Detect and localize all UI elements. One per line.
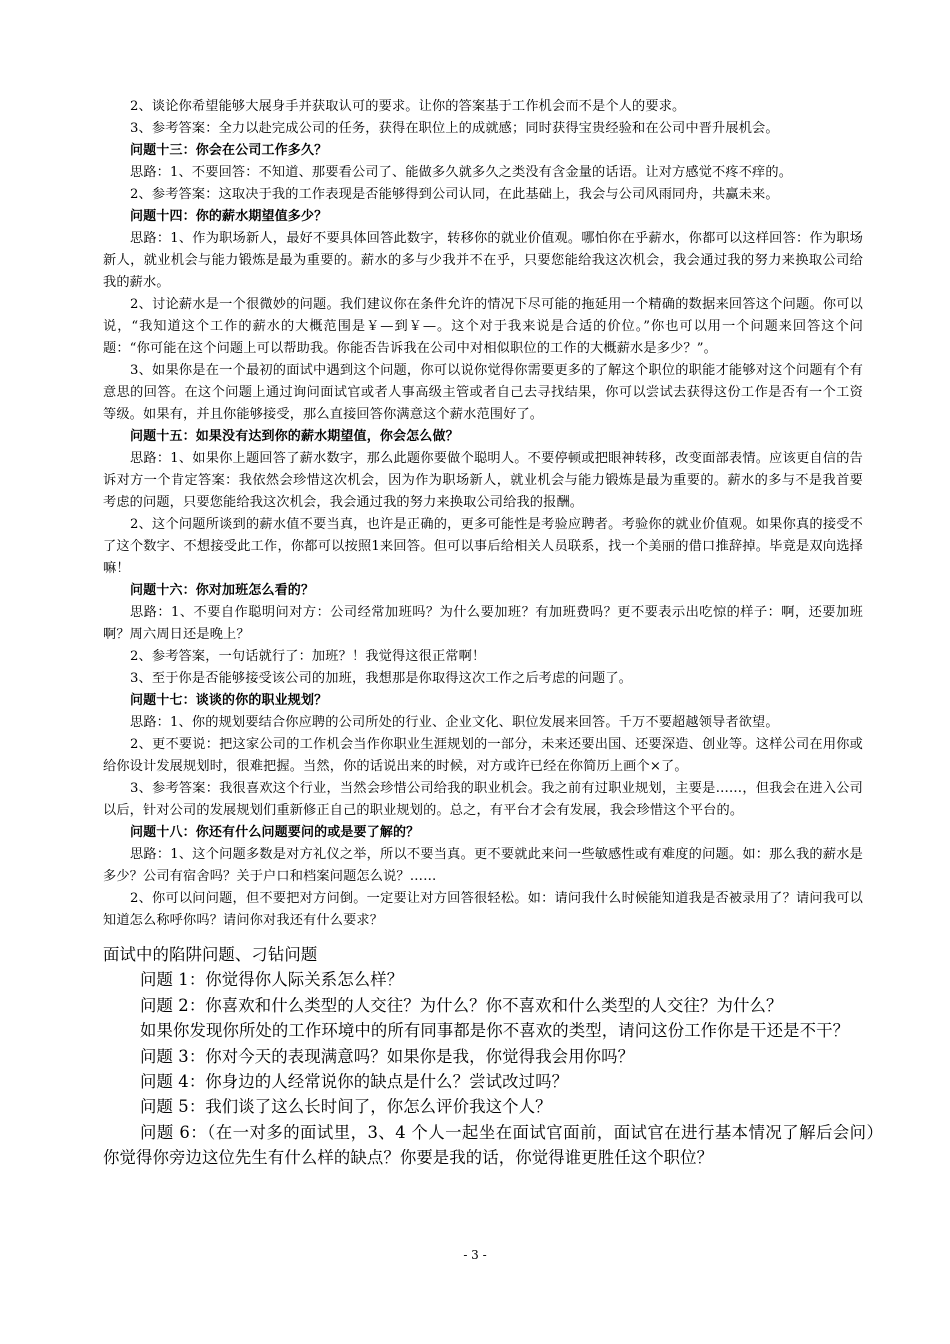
paragraph: 思路：1、不要自作聪明问对方：公司经常加班吗？为什么要加班？有加班费吗？更不要表示出吃惊的样子：啊，还要加班啊？周六周日还是晚上？ bbox=[103, 605, 863, 642]
trap-question: 问题 1：你觉得你人际关系怎么样？ bbox=[140, 970, 404, 990]
qa-section bbox=[103, 96, 863, 932]
paragraph: 思路：1、不要回答：不知道、那要看公司了、能做多久就多久之类没有含金量的话语。让对方感觉不疼不痒的。 bbox=[130, 165, 793, 180]
trap-question: 问题 4：你身边的人经常说你的缺点是什么？尝试改过吗？ bbox=[140, 1072, 569, 1092]
question-14-title: 问题十四：你的薪水期望值多少？ bbox=[130, 209, 328, 224]
question-13-title: 问题十三：你会在公司工作多久？ bbox=[130, 143, 328, 158]
trap-question: 问题 5：我们谈了这么长时间了，你怎么评价我这个人？ bbox=[140, 1097, 552, 1117]
paragraph: 3、如果你是在一个最初的面试中遇到这个问题，你可以说你觉得你需要更多的了解这个职位的职能才能够对这个问题有个有意思的回答。在这个问题上通过询问面试官或者人事高级主管或者自己去寻找结果，你可以尝试去获得这份工作是否有一个工资等级。如果有，并且你能够接受，那么直接回答你满意这个薪水范围好了。 bbox=[103, 363, 863, 422]
paragraph: 2、参考答案，一句话就行了：加班？！我觉得这很正常啊！ bbox=[130, 649, 486, 664]
trap-question: 问题 2：你喜欢和什么类型的人交往？为什么？你不喜欢和什么类型的人交往？为什么？ bbox=[140, 995, 783, 1015]
trap-question: 问题 6：（在一对多的面试里，3、4 个人一起坐在面试官面前，面试官在进行基本情况了解后会问）你觉得你旁边这位先生有什么样的缺点？你要是我的话，你觉得谁更胜任这个职位？ bbox=[103, 1122, 883, 1168]
paragraph: 思路：1、作为职场新人，最好不要具体回答此数字，转移你的就业价值观。哪怕你在乎薪水，你都可以这样回答：作为职场新人，就业机会与能力锻炼是最为重要的。薪水的多与少我并不在乎，只要您能给我这次机会，我会通过我的努力来换取公司给我的薪水。 bbox=[103, 231, 863, 290]
paragraph: 3、参考答案：全力以赴完成公司的任务，获得在职位上的成就感；同时获得宝贵经验和在公司中晋升展机会。 bbox=[130, 121, 779, 136]
paragraph: 2、更不要说：把这家公司的工作机会当作你职业生涯规划的一部分，未来还要出国、还要深造、创业等。这样公司在用你或给你设计发展规划时，很难把握。当然，你的话说出来的时候，对方或许已经在你简历上画个×了。 bbox=[103, 737, 863, 774]
paragraph: 2、谈论你希望能够大展身手并获取认可的要求。让你的答案基于工作机会而不是个人的要求。 bbox=[130, 99, 686, 114]
page-number: - 3 - bbox=[463, 1248, 487, 1262]
paragraph: 2、参考答案：这取决于我的工作表现是否能够得到公司认同，在此基础上，我会与公司风雨同舟，共赢未来。 bbox=[130, 187, 779, 202]
question-18-title: 问题十八：你还有什么问题要问的或是要了解的？ bbox=[130, 825, 420, 840]
paragraph: 思路：1、这个问题多数是对方礼仪之举，所以不要当真。更不要就此来问一些敏感性或有难度的问题。如：那么我的薪水是多少？公司有宿舍吗？关于户口和档案问题怎么说？…… bbox=[103, 847, 863, 884]
paragraph: 思路：1、你的规划要结合你应聘的公司所处的行业、企业文化、职位发展来回答。千万不要超越领导者欲望。 bbox=[130, 715, 779, 730]
section-heading: 面试中的陷阱问题、刁钻问题 bbox=[103, 945, 318, 964]
paragraph: 3、参考答案：我很喜欢这个行业，当然会珍惜公司给我的职业机会。我之前有过职业规划，主要是……，但我会在进入公司以后，针对公司的发展规划们重新修正自己的职业规划的。总之，有平台才会有发展，我会珍惜这个平台的。 bbox=[103, 781, 863, 818]
paragraph: 2、这个问题所谈到的薪水值不要当真，也许是正确的，更多可能性是考验应聘者。考验你的就业价值观。如果你真的接受不了这个数字、不想接受此工作，你都可以按照1来回答。但可以事后给相关人员联系，找一个美丽的借口推辞掉。毕竟是双向选择嘛！ bbox=[103, 517, 863, 576]
question-17-title: 问题十七：谈谈的你的职业规划？ bbox=[130, 693, 328, 708]
question-15-title: 问题十五：如果没有达到你的薪水期望值，你会怎么做？ bbox=[130, 429, 459, 444]
trap-question: 如果你发现你所处的工作环境中的所有同事都是你不喜欢的类型，请问这份工作你是干还是不干？ bbox=[140, 1021, 850, 1041]
paragraph: 2、讨论薪水是一个很微妙的问题。我们建议你在条件允许的情况下尽可能的拖延用一个精确的数据来回答这个问题。你可以说，“我知道这个工作的薪水的大概范围是￥—到￥—。这个对于我来说是合适的价位。”你也可以用一个问题来回答这个问题：“你可能在这个问题上可以帮助我。你能否告诉我在公司中对相似职位的工作的大概薪水是多少？”。 bbox=[103, 297, 863, 356]
paragraph: 思路：1、如果你上题回答了薪水数字，那么此题你要做个聪明人。不要停顿或把眼神转移，改变面部表情。应该更自信的告诉对方一个肯定答案：我依然会珍惜这次机会，因为作为职场新人，就业机会与能力锻炼是最为重要的。薪水的多与不是我首要考虑的问题，只要您能给我这次机会，我会通过我的努力来换取公司给我的报酬。 bbox=[103, 451, 863, 510]
trap-questions-section bbox=[103, 942, 883, 1171]
question-16-title: 问题十六：你对加班怎么看的？ bbox=[130, 583, 315, 598]
paragraph: 3、至于你是否能够接受该公司的加班，我想那是你取得这次工作之后考虑的问题了。 bbox=[130, 671, 633, 686]
trap-question: 问题 3：你对今天的表现满意吗？如果你是我，你觉得我会用你吗？ bbox=[140, 1046, 635, 1066]
paragraph: 2、你可以问问题，但不要把对方问倒。一定要让对方回答很轻松。如：请问我什么时候能知道我是否被录用了？请问我可以知道怎么称呼你吗？请问你对我还有什么要求？ bbox=[103, 891, 863, 928]
